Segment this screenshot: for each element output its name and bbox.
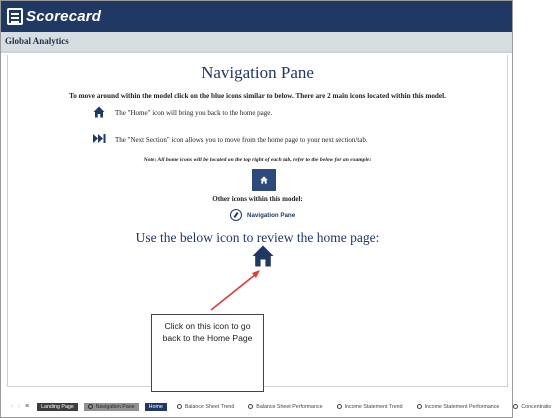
scorecard-logo-icon <box>7 8 23 25</box>
tab-landing-page[interactable]: Landing Page <box>37 403 78 411</box>
clock-icon <box>513 404 518 409</box>
tab-concentration[interactable] <box>509 403 555 411</box>
tab-navigation-pane-label: Navigation Pane <box>95 403 135 410</box>
tab-home[interactable]: Home <box>145 403 167 411</box>
navigation-pane-content <box>7 55 508 387</box>
tab-income-statement-performance-label: Income Statement Performance <box>424 403 500 410</box>
review-home-text: Use the below icon to review the home page: <box>135 230 380 245</box>
tab-income-statement-trend[interactable] <box>333 403 407 411</box>
subheader <box>1 32 512 53</box>
intro-text: To move around within the model click on the blue icons similar to below. There are 2 main icons located within this model. <box>69 92 446 100</box>
clock-icon <box>417 404 422 409</box>
clock-icon <box>177 404 182 409</box>
other-icons-heading: Other icons within this model: <box>212 195 303 203</box>
sheet-list-menu-icon[interactable]: ≡ <box>25 403 30 410</box>
next-section-explanation-text: The "Next Section" icon allows you to move from the home page to your next section/tab. <box>115 135 368 144</box>
callout-box: Click on this icon to go back to the Home Page <box>151 314 264 392</box>
clock-icon <box>248 404 253 409</box>
tab-navigation-pane[interactable] <box>84 403 139 411</box>
clock-icon <box>88 404 93 409</box>
tab-income-statement-performance[interactable] <box>413 403 504 411</box>
sheet-tab-bar <box>1 401 552 412</box>
navigation-pane-link-label: Navigation Pane <box>247 211 296 219</box>
next-sheet-arrow-icon[interactable]: › <box>18 403 20 410</box>
tab-concentration-label: Concentratio <box>521 403 552 410</box>
previous-sheet-arrow-icon[interactable]: ‹ <box>11 403 13 410</box>
clock-icon <box>337 404 342 409</box>
tab-balance-sheet-trend[interactable] <box>173 403 238 411</box>
tab-balance-sheet-trend-label: Balance Sheet Trend <box>184 403 235 410</box>
tab-income-statement-trend-label: Income Statement Trend <box>344 403 403 410</box>
tab-balance-sheet-performance-label: Balance Sheet Performance <box>256 403 323 410</box>
title-bar <box>1 1 512 32</box>
subheader-title: Global Analytics <box>5 36 69 46</box>
tab-balance-sheet-performance[interactable] <box>244 403 326 411</box>
page-title: Navigation Pane <box>201 63 314 82</box>
home-explanation-text: The "Home" icon will bring you back to the home page. <box>115 109 273 117</box>
app-title: Scorecard <box>26 8 102 25</box>
note-text: Note: All home icons will be located on the top right of each tab, refer to the below for an example: <box>143 157 372 163</box>
